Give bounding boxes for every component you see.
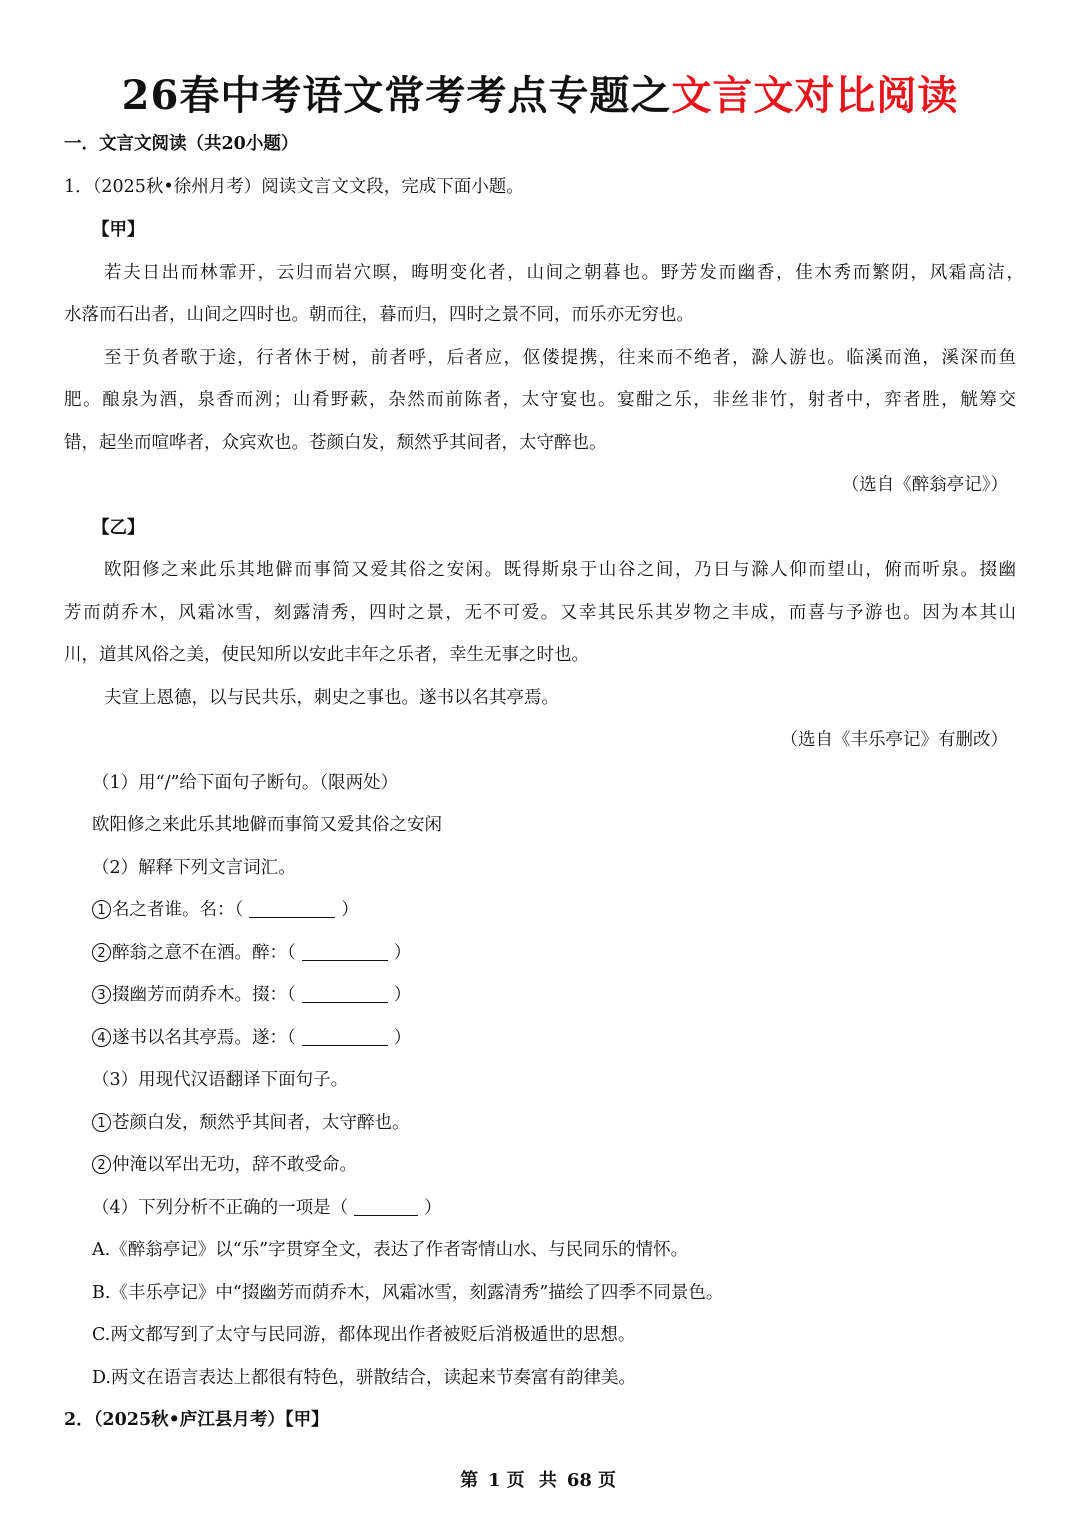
footer-post: 页 xyxy=(597,1470,620,1491)
circled-number: 4 xyxy=(92,1028,111,1047)
passage-yi-line: 欧阳修之来此乐其地僻而事简又爱其俗之安闲。既得斯泉于山谷之间，乃日与滁人仰而望山，俯而听泉。掇幽 xyxy=(104,560,1016,580)
close-paren: ） xyxy=(393,985,412,1005)
document-title xyxy=(0,70,1080,122)
circled-number: 1 xyxy=(92,900,111,919)
title-highlight: 文言文对比阅读 xyxy=(671,72,959,119)
translate-item-1 xyxy=(92,1111,410,1135)
footer-page-number: 1 xyxy=(488,1470,501,1491)
translate-item-text: 苍颜白发，颓然乎其间者，太守醉也。 xyxy=(112,1113,410,1133)
passage-jia-line: 肥。酿泉为酒，泉香而洌；山肴野蔌，杂然而前陈者，太守宴也。宴酣之乐，非丝非竹，射者中，弈者胜，觥筹交 xyxy=(64,390,1016,410)
passage-yi-line: 夫宣上恩德，以与民共乐，刺史之事也。遂书以名其亭焉。 xyxy=(104,688,559,708)
question-2-intro: 2．（2025秋•庐江县月考）【甲】 xyxy=(64,1410,329,1430)
sub-question-3: （3）用现代汉语翻译下面句子。 xyxy=(92,1070,349,1090)
option-c: C.两文都写到了太守与民同游，都体现出作者被贬后消极遁世的思想。 xyxy=(92,1325,636,1345)
answer-blank[interactable] xyxy=(249,899,335,918)
sub-question-4 xyxy=(92,1196,442,1220)
sub-question-4-text: （4）下列分析不正确的一项是（ xyxy=(92,1198,349,1218)
passage-jia-line: 至于负者歌于途，行者休于树，前者呼，后者应，伛偻提携，往来而不绝者，滁人游也。临溪而渔，溪深而鱼 xyxy=(104,348,1016,368)
close-paren: ） xyxy=(424,1198,442,1218)
passage-jia-line: 错，起坐而喧哗者，众宾欢也。苍颜白发，颓然乎其间者，太守醉也。 xyxy=(64,433,607,453)
question-1-intro: 1．（2025秋•徐州月考）阅读文言文文段，完成下面小题。 xyxy=(64,177,524,197)
circled-number: 2 xyxy=(92,1155,111,1174)
passage-jia-label: 【甲】 xyxy=(92,220,145,240)
option-b: B.《丰乐亭记》中“掇幽芳而荫乔木，风霜冰雪，刻露清秀”描绘了四季不同景色。 xyxy=(92,1283,724,1303)
answer-blank[interactable] xyxy=(302,942,388,961)
close-paren: ） xyxy=(341,900,359,920)
option-d: D.两文在语言表达上都很有特色，骈散结合，读起来节奏富有韵律美。 xyxy=(92,1368,636,1388)
option-a: A.《醉翁亭记》以“乐”字贯穿全文，表达了作者寄情山水、与民同乐的情怀。 xyxy=(92,1240,689,1260)
vocab-item-text: 醉翁之意不在酒。醉：（ xyxy=(112,943,296,963)
answer-blank[interactable] xyxy=(302,984,388,1003)
passage-yi-line: 川，道其风俗之美，使民知所以安此丰年之乐者，幸生无事之时也。 xyxy=(64,645,589,665)
circled-number: 1 xyxy=(92,1113,111,1132)
sub-question-1: （1）用“/”给下面句子断句。（限两处） xyxy=(92,773,399,793)
sub-question-1-text: 欧阳修之来此乐其地僻而事简又爱其俗之安闲 xyxy=(92,815,442,835)
answer-blank[interactable] xyxy=(302,1027,388,1046)
vocab-item-text: 遂书以名其亭焉。遂：（ xyxy=(112,1028,296,1048)
circled-number: 3 xyxy=(92,985,111,1004)
passage-jia-source: （选自《醉翁亭记》） xyxy=(841,475,1008,495)
vocab-item-4 xyxy=(92,1026,411,1050)
passage-yi-line: 芳而荫乔木，风霜冰雪，刻露清秀，四时之景，无不可爱。又幸其民乐其岁物之丰成，而喜与予游也。因为本其山 xyxy=(64,603,1016,623)
sub-question-2: （2）解释下列文言词汇。 xyxy=(92,858,296,878)
vocab-item-3 xyxy=(92,983,411,1007)
passage-jia-line: 水落而石出者，山间之四时也。朝而往，暮而归，四时之景不同，而乐亦无穷也。 xyxy=(64,305,694,325)
section-heading: 一．文言文阅读（共20小题） xyxy=(64,134,299,154)
translate-item-text: 仲淹以军出无功，辞不敢受命。 xyxy=(112,1155,357,1175)
vocab-item-text: 掇幽芳而荫乔木。掇：（ xyxy=(112,985,296,1005)
passage-yi-label: 【乙】 xyxy=(92,518,145,538)
footer-mid: 页 共 xyxy=(506,1470,561,1491)
vocab-item-2 xyxy=(92,941,411,965)
circled-number: 2 xyxy=(92,943,111,962)
footer-pre: 第 xyxy=(460,1470,483,1491)
passage-jia-line: 若夫日出而林霏开，云归而岩穴暝，晦明变化者，山间之朝暮也。野芳发而幽香，佳木秀而繁阴，风霜高洁， xyxy=(104,263,1024,283)
vocab-item-text: 名之者谁。名：（ xyxy=(112,900,244,920)
answer-blank[interactable] xyxy=(354,1197,418,1216)
vocab-item-1 xyxy=(92,898,359,922)
close-paren: ） xyxy=(393,943,412,963)
close-paren: ） xyxy=(393,1028,412,1048)
page-footer xyxy=(0,1466,1080,1492)
footer-total-pages: 68 xyxy=(566,1470,592,1491)
title-main: 26春中考语文常考考点专题之 xyxy=(121,72,672,119)
passage-yi-source: （选自《丰乐亭记》有删改） xyxy=(780,730,1008,750)
translate-item-2 xyxy=(92,1153,357,1177)
